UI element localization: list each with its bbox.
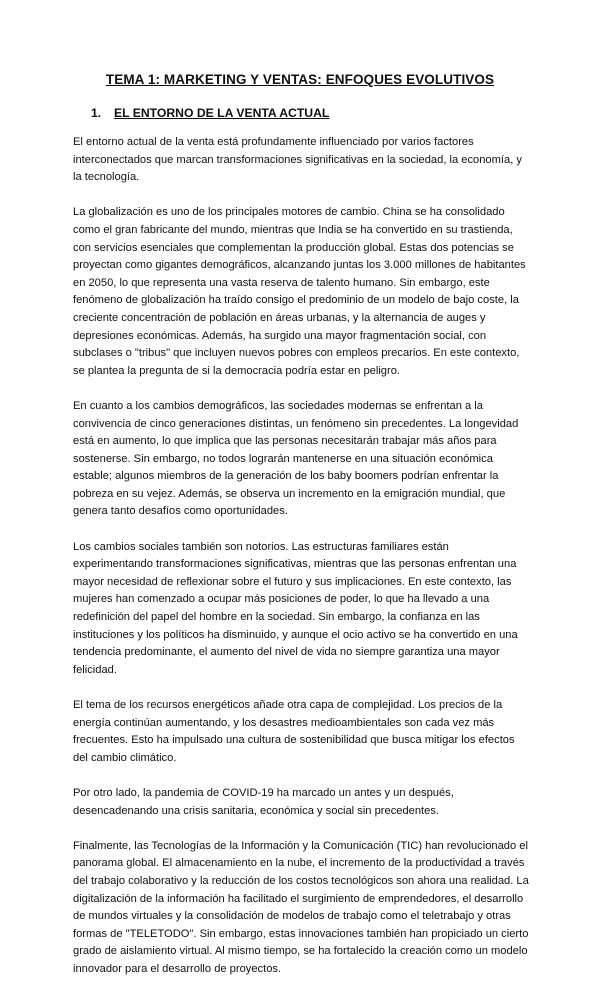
paragraph-demographics: En cuanto a los cambios demográficos, las sociedades modernas se enfrentan a la convivencia de cinco generaciones distintas, un fenómeno sin precedentes. La longevidad está en aumento, lo que implica que las personas necesitarán trabajar más años para sostenerse. Sin embargo, no todos lograrán mantenerse en una situación económica estable; algunos miembros de la generación de los baby boomers podrían enfrentar la pobreza en su vejez. Además, se observa un incremento en la emigración mundial, que genera tanto desafíos como oportunidades. [73,399,519,518]
paragraph-pandemic: Por otro lado, la pandemia de COVID-19 ha marcado un antes y un después, desencadenando una crisis sanitaria, económica y social sin precedentes. [73,786,454,817]
section-title: EL ENTORNO DE LA VENTA ACTUAL [114,106,330,120]
paragraph-ict: Finalmente, las Tecnologías de la Información y la Comunicación (TIC) han revolucionado el panorama global. El almacenamiento en la nube, el incremento de la productividad a través del trabajo colaborativo y la reducción de los costos tecnológicos son ahora una realidad. La digitalización de la información ha facilitado el surgimiento de emprendedores, el desarrollo de mundos virtuales y la consolidación de modelos de trabajo como el teletrabajo y otras formas de "TELETODO". Sin embargo, estas innovaciones también han propiciado un cierto grado de aislamiento virtual. Al mismo tiempo, se ha fortalecido la creación como un modelo innovador para el desarrollo de proyectos. [73,839,529,975]
section-heading [91,106,329,120]
document-title: TEMA 1: MARKETING Y VENTAS: ENFOQUES EVOLUTIVOS [105,72,495,87]
body-text [73,134,529,996]
paragraph-energy: El tema de los recursos energéticos añade otra capa de complejidad. Los precios de la energía continúan aumentando, y los desastres medioambientales son cada vez más frecuentes. Esto ha impulsado una cultura de sostenibilidad que busca mitigar los efectos del cambio climático. [73,699,515,764]
paragraph-social-changes: Los cambios sociales también son notorios. Las estructuras familiares están experimentando transformaciones significativas, mientras que las personas enfrentan una mayor necesidad de reflexionar sobre el futuro y sus implicaciones. En este contexto, las mujeres han comenzado a ocupar más posiciones de poder, lo que ha llevado a una redefinición del papel del hombre en la sociedad. Sin embargo, la confianza en las instituciones y los políticos ha disminuido, y aunque el ocio activo se ha convertido en una tendencia predominante, el aumento del nivel de vida no siempre garantiza una mayor felicidad. [73,540,518,676]
section-number: 1. [91,106,102,120]
paragraph-intro: El entorno actual de la venta está profundamente influenciado por varios factores interconectados que marcan transformaciones significativas en la sociedad, la economía, y la tecnología. [73,136,522,184]
paragraph-globalization: La globalización es uno de los principales motores de cambio. China se ha consolidado como el gran fabricante del mundo, mientras que India se ha convertido en su trastienda, con servicios esenciales que complementan la producción global. Estas dos potencias se proyectan como gigantes demográficos, alcanzando juntas los 3.000 millones de habitantes en 2050, lo que representa una vasta reserva de talento humano. Sin embargo, este fenómeno de globalización ha traído consigo el predominio de un modelo de bajo coste, la creciente concentración de población en áreas urbanas, y la alternancia de auges y depresiones económicas. Además, ha surgido una mayor fragmentación social, con subclases o "tribus" que incluyen nuevos pobres con empleos precarios. En este contexto, se plantea la pregunta de si la democracia podría estar en peligro. [73,206,526,377]
